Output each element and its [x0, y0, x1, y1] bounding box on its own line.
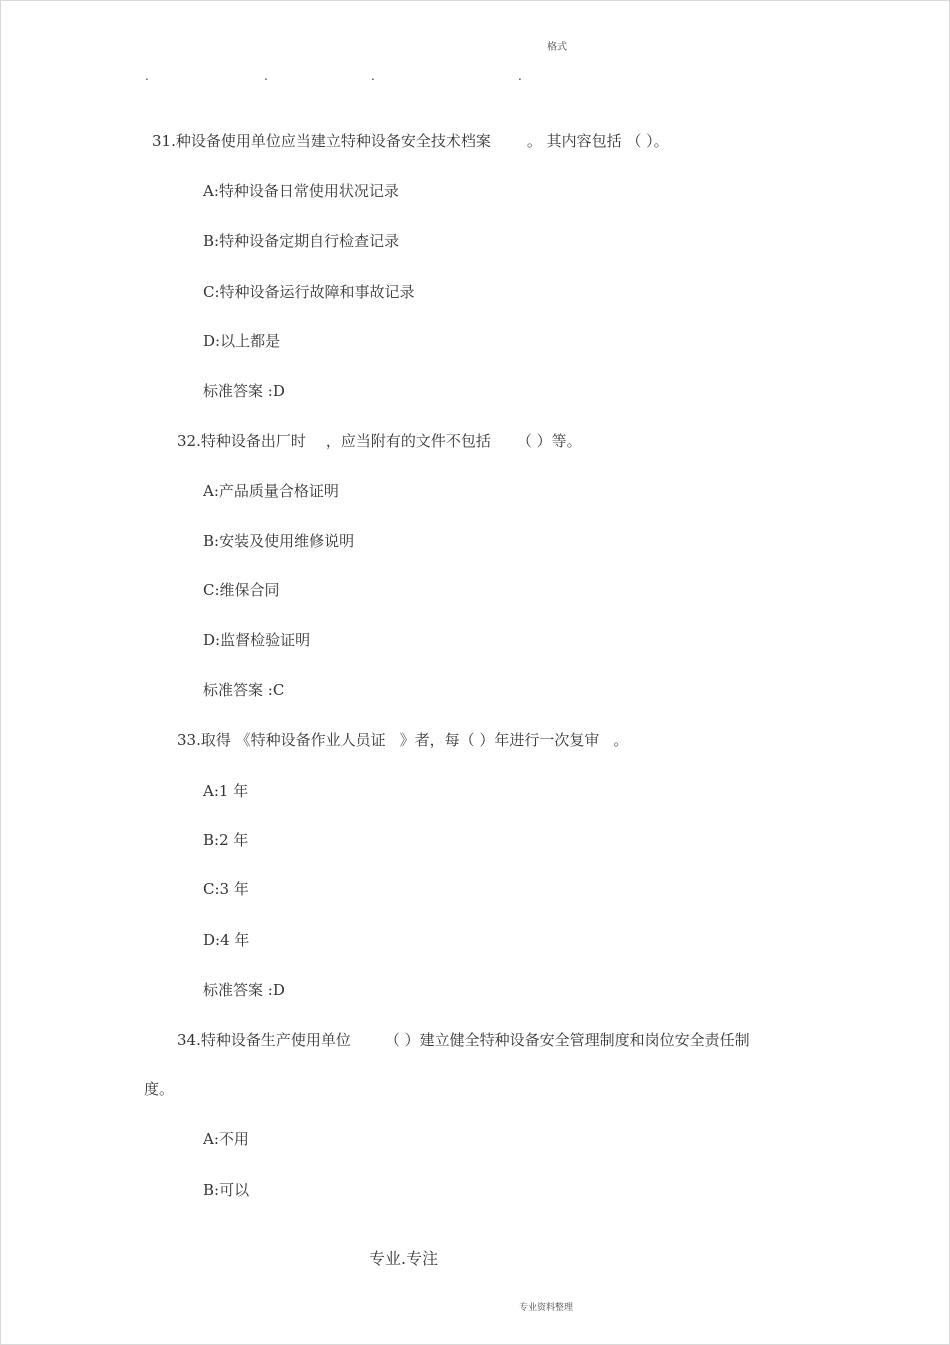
- question-text-part: （ ）等。: [516, 432, 582, 450]
- header-dot: .: [145, 69, 149, 83]
- option-d: D:监督检验证明: [203, 631, 311, 649]
- answer-label: 标准答案 :D: [203, 382, 285, 400]
- question-text-part: （ ）建立健全特种设备安全管理制度和岗位安全责任制: [384, 1031, 750, 1049]
- answer-label: 标准答案 :C: [203, 681, 285, 699]
- question-32-text: [177, 430, 582, 451]
- header-dot: .: [371, 69, 375, 83]
- question-34-continuation: 度。: [144, 1080, 175, 1098]
- footer-note: 专业资料整理: [519, 1303, 574, 1313]
- option-c: C:特种设备运行故障和事故记录: [203, 283, 415, 301]
- question-text-part: 。: [613, 731, 629, 749]
- question-text-part: 》者，每（ ）年进行一次复审: [399, 731, 600, 749]
- question-34-text: [177, 1029, 750, 1050]
- question-31-text: [152, 130, 669, 151]
- header-dot: .: [264, 69, 268, 83]
- option-a: A:1 年: [203, 782, 249, 800]
- option-a: A:特种设备日常使用状况记录: [203, 182, 399, 200]
- header-title: 格式: [547, 42, 567, 53]
- question-text-part: ，应当附有的文件不包括: [325, 432, 491, 450]
- option-c: C:3 年: [203, 880, 249, 898]
- option-b: B:可以: [203, 1181, 250, 1199]
- footer-slogan: 专业.专注: [369, 1249, 439, 1268]
- option-a: A:产品质量合格证明: [203, 482, 339, 500]
- question-text-part: 33.取得 《特种设备作业人员证: [177, 731, 386, 749]
- header-dot: .: [518, 69, 522, 83]
- option-b: B:2 年: [203, 831, 249, 849]
- question-text-part: 。 其内容包括 （ ）。: [526, 132, 669, 150]
- option-c: C:维保合同: [203, 581, 280, 599]
- answer-label: 标准答案 :D: [203, 981, 285, 999]
- option-b: B:特种设备定期自行检查记录: [203, 232, 400, 250]
- question-text-part: 34.特种设备生产使用单位: [177, 1031, 351, 1049]
- option-d: D:4 年: [203, 931, 250, 949]
- question-text-part: 32.特种设备出厂时: [177, 432, 306, 450]
- option-a: A:不用: [203, 1130, 249, 1148]
- option-b: B:安装及使用维修说明: [203, 532, 355, 550]
- question-33-text: [177, 729, 628, 750]
- question-text-part: 31.种设备使用单位应当建立特种设备安全技术档案: [152, 132, 491, 150]
- option-d: D:以上都是: [203, 332, 281, 350]
